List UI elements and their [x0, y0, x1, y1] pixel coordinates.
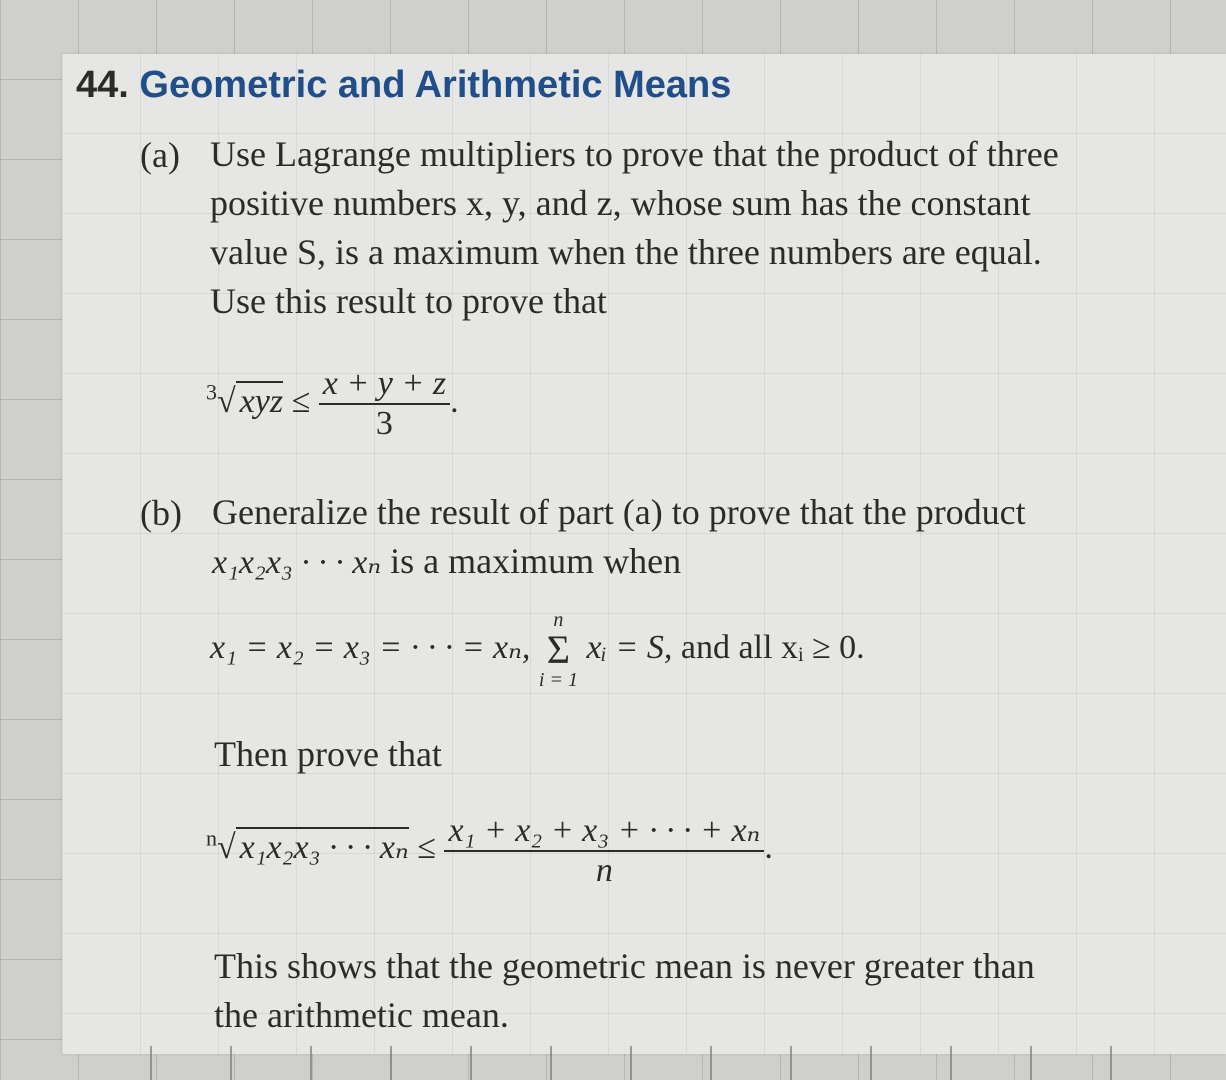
fraction-numerator-b: x₁ + x₂ + x₃ + · · · + xₙ: [444, 810, 764, 852]
conclusion-line-1: This shows that the geometric mean is never greater than: [214, 946, 1035, 986]
fraction-numerator: x + y + z: [319, 365, 450, 405]
condition-rest: and all xᵢ ≥ 0.: [680, 628, 865, 666]
part-b-label: (b): [140, 493, 182, 533]
part-b-line-1: Generalize the result of part (a) to prove that the product: [212, 492, 1026, 532]
part-b-inequality: $^n$√ x₁x₂x₃ · · · xₙ ≤ $\frac{\text{x₁ + x₂ + x₃ + · · · + xₙ}}{n}$ .: [206, 812, 773, 889]
nth-root-index: n: [206, 825, 217, 851]
period: .: [450, 382, 459, 420]
part-a-line-2: positive numbers x, y, and z, whose sum has the constant: [210, 183, 1031, 223]
fraction-denominator: 3: [375, 405, 393, 442]
part-a-line-4: Use this result to prove that: [210, 281, 607, 321]
period-b: .: [764, 828, 773, 866]
sigma-lower-limit: i = 1: [538, 669, 578, 691]
part-b-condition: [210, 610, 865, 690]
part-a-inequality: $^3$√ xyz ≤ $\frac{x + y + z}{3}$ .: [206, 365, 459, 442]
sigma-upper-limit: n: [553, 609, 564, 631]
cube-root-index: 3: [206, 379, 217, 405]
leq-symbol: ≤: [291, 382, 311, 420]
conclusion-text: [214, 942, 1035, 1040]
radicand-product: x₁x₂x₃ · · · xₙ: [236, 827, 409, 866]
problem-number: 44.: [76, 64, 129, 106]
fraction-arithmetic-mean-n: [444, 810, 764, 890]
product-expression: x₁x₂x₃ · · · xₙ: [212, 544, 382, 581]
part-b-text: [212, 488, 1026, 587]
grid-lines-decoration: [150, 1046, 1150, 1080]
problem-title: Geometric and Arithmetic Means: [139, 64, 732, 106]
part-a-line-3: value S, is a maximum when the three numbers are equal.: [210, 232, 1042, 272]
leq-symbol-b: ≤: [417, 828, 436, 866]
fraction-denominator-b: n: [595, 852, 613, 889]
part-a-line-1: Use Lagrange multipliers to prove that the product of three: [210, 134, 1059, 174]
part-a-label: (a): [140, 135, 180, 175]
conclusion-line-2: the arithmetic mean.: [214, 995, 509, 1035]
then-prove-text: Then prove that: [214, 734, 442, 774]
radicand-xyz: xyz: [236, 381, 283, 420]
equalities-expression: x₁ = x₂ = x₃ = · · · = xₙ,: [210, 628, 531, 666]
problem-heading: [76, 64, 731, 107]
part-a-text: [210, 130, 1059, 326]
part-b-line-2-text: is a maximum when: [390, 541, 682, 581]
fraction-arithmetic-mean-3: [319, 365, 450, 443]
summation-symbol: n Σ i = 1: [538, 609, 578, 691]
sum-term: xᵢ = S,: [586, 628, 673, 666]
